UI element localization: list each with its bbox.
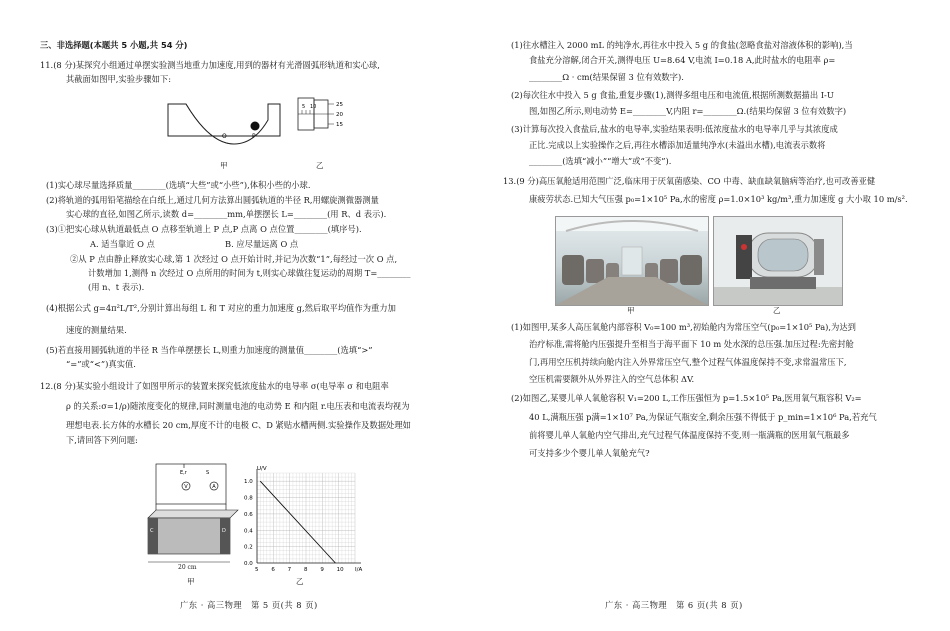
tank-top — [148, 510, 238, 518]
svg-text:20: 20 — [336, 112, 343, 118]
y-axis-label: U/V — [257, 466, 267, 472]
q13-line: (1)如图甲,某多人高压氧舱内部容积 V₀=100 m³,初始舱内为常压空气(p₀=1×10⁵ Pa),为达到 — [511, 322, 856, 332]
x-tick-label: 5 — [255, 567, 259, 573]
fig-label-yi: 乙 — [316, 161, 324, 170]
y-tick-label: 0.4 — [244, 528, 253, 535]
q12-cont-line: (1)往水槽注入 2000 mL 的纯净水,再往水中投入 5 g 的食盐(忽略食盐对溶液体积的影响),当 — [511, 40, 853, 50]
photo-label-yi: 乙 — [773, 306, 781, 315]
x-tick-label: 8 — [304, 567, 308, 573]
svg-text:P: P — [252, 133, 256, 140]
q12-line: 下,请回答下列问题: — [66, 435, 138, 445]
electrode-c — [148, 518, 158, 554]
svg-text:25: 25 — [336, 102, 343, 108]
micrometer-figure — [298, 98, 343, 130]
q11-line: 速度的测量结果. — [66, 325, 127, 335]
q11-line: (3)①把实心球从轨道最低点 O 点移至轨道上 P 点,P 点离 O 点位置________(填序号). — [46, 224, 362, 234]
svg-text:E,r: E,r — [180, 470, 187, 476]
chamber-photo-multi — [555, 216, 709, 306]
x-axis-label: I/A — [355, 567, 363, 573]
q11-line: 实心球的直径,如图乙所示,读数 d=________mm,单摆摆长 L=________(用 R、d 表示). — [66, 209, 387, 219]
fig-label-yi-2: 乙 — [296, 577, 304, 586]
y-tick-label: 0.6 — [244, 511, 253, 518]
q13-line: 40 L,满瓶压强 p满=1×10⁷ Pa,为保证气瓶安全,剩余压强不得低于 p_min=1×10⁶ Pa,若充气 — [529, 412, 877, 422]
q13-line: (2)如图乙,某婴儿单人氧舱容积 V₁=200 L,工作压强恒为 p=1.5×10⁵ Pa,医用氧气瓶容积 V₂= — [511, 393, 862, 403]
q12-line: 理想电表.长方体的水槽长 20 cm,厚度不计的电极 C、D 紧贴水槽两侧.实验操作及数据处理如 — [66, 420, 411, 430]
q11-line: 11.(8 分)某探究小组通过单摆实验测当地重力加速度,用到的器材有光滑圆弧形轨道和实心球, — [40, 60, 380, 70]
svg-text:S: S — [206, 470, 210, 476]
y-tick-label: 0.0 — [244, 561, 253, 567]
q11-line: (5)若直接用圆弧轨道的半径 R 当作单摆摆长 L,则重力加速度的测量值________(选填“>” — [46, 345, 373, 355]
electrode-d — [220, 518, 230, 554]
q12-cont-line: 食盐充分溶解,闭合开关,测得电压 U=8.64 V,电流 I=0.18 A,此时盐水的电阻率 ρ= — [529, 55, 836, 65]
q12-cont-line: (3)计算每次投入食盐后,盐水的电导率,实验结果表明:低浓度盐水的电导率几乎与其浓度成 — [511, 124, 838, 134]
q11-option-a: A. 适当靠近 O 点 — [90, 239, 155, 249]
svg-text:D: D — [222, 528, 226, 534]
section-heading: 三、非选择题(本题共 5 小题,共 54 分) — [40, 40, 188, 50]
q11-line: (2)将轨道的弧用铅笔描绘在白纸上,通过几何方法算出圆弧轨道的半径 R,用螺旋测微器测量 — [46, 195, 379, 205]
q12-cont-line: ________Ω · cm(结果保留 3 位有效数字). — [529, 72, 684, 82]
y-tick-label: 0.2 — [244, 544, 253, 551]
photo-label-jia: 甲 — [627, 306, 635, 315]
q12-cont-line: 图,如图乙所示,则电动势 E=________V,内阻 r=________Ω.(结果均保留 3 位有效数字) — [529, 106, 847, 116]
page-footer: 广东 · 高三物理 第 6 页(共 8 页) — [605, 600, 743, 610]
svg-text:5: 5 — [302, 104, 306, 110]
q12-cont-line: ________(选填“减小”“增大”或“不变”). — [529, 156, 672, 166]
chart-ticks — [244, 469, 361, 573]
q13-line: 前将婴儿单人氧舱内空气排出,充气过程气体温度保持不变,则一瓶满瓶的医用氧气瓶最多 — [529, 430, 850, 440]
q13-line: 空压机需要额外从外界注入的空气总体积 ΔV. — [529, 374, 695, 384]
q11-line: 计数增加 1,测得 n 次经过 O 点所用的时间为 t,则实心球做往复运动的周期 T=________ — [88, 268, 411, 278]
arc-track-figure — [168, 104, 280, 144]
q11-option-b: B. 应尽量远离 O 点 — [225, 239, 299, 249]
ui-chart — [243, 463, 368, 578]
q11-line: (1)实心球尽量选择质量________(选填“大些”或“小些”),体积小些的小球. — [46, 180, 311, 190]
q13-line: 门,再用空压机持续向舱内注入外界常压空气,整个过程气体温度保持不变,求常温常压下, — [529, 357, 847, 367]
q11-line: ②从 P 点由静止释放实心球,第 1 次经过 O 点开始计时,并记为次数“1”,每经过一次 O 点, — [70, 254, 398, 264]
fig-label-jia: 甲 — [220, 161, 228, 170]
chamber-photo-infant — [713, 216, 843, 306]
x-tick-label: 6 — [271, 567, 275, 573]
q11-line: 其截面如图甲,实验步骤如下: — [66, 74, 171, 84]
fig-label-jia-2: 甲 — [187, 577, 195, 586]
svg-text:A: A — [212, 484, 216, 490]
q12-line: 12.(8 分)某实验小组设计了如图甲所示的装置来探究低浓度盐水的电导率 σ(电导率 σ 和电阻率 — [40, 381, 389, 391]
x-tick-label: 7 — [287, 567, 292, 573]
svg-text:V: V — [184, 484, 188, 490]
q12-line: ρ 的关系:σ=1/ρ)随浓度变化的规律,同时测量电池的电动势 E 和内阻 r.电压表和电流表均视为 — [66, 401, 410, 411]
x-tick-label: 10 — [336, 567, 344, 573]
q13-line: 13.(9 分)高压氧舱适用范围广泛,临床用于厌氧菌感染、CO 中毒、缺血缺氧脑病等治疗,也可改善亚健 — [503, 176, 876, 186]
svg-text:C: C — [150, 528, 154, 534]
q11-line: (用 n、t 表示). — [88, 282, 145, 292]
svg-text:O: O — [222, 133, 227, 140]
svg-text:15: 15 — [336, 122, 343, 128]
y-tick-label: 1.0 — [244, 479, 253, 486]
q12-cont-line: (2)每次往水中投入 5 g 食盐,重复步骤(1),测得多组电压和电流值,根据所测数据描出 I-U — [511, 90, 834, 100]
q13-line: 康疲劳状态.已知大气压强 p₀=1×10⁵ Pa,水的密度 ρ=1.0×10³ kg/m³,重力加速度 g 大小取 10 m/s². — [529, 194, 908, 204]
y-tick-label: 0.8 — [244, 495, 253, 502]
chart-grid — [257, 473, 355, 563]
q11-figures — [150, 86, 360, 166]
page-footer: 广东 · 高三物理 第 5 页(共 8 页) — [180, 600, 318, 610]
tank-width-label: 20 cm — [178, 564, 197, 571]
right-page — [475, 0, 950, 631]
solid-ball — [251, 122, 260, 131]
q13-line: 治疗标准,需将舱内压强提升至相当于海平面下 10 m 处水深的总压强.加压过程:先密封舱 — [529, 339, 854, 349]
svg-text:10: 10 — [310, 104, 317, 110]
water-tank — [148, 518, 230, 554]
circuit-tank-figure — [140, 462, 250, 577]
q13-line: 可支持多少个婴儿单人氧舱充气? — [529, 448, 650, 458]
q11-line: (4)根据公式 g=4π²L/T²,分别计算出每组 L 和 T 对应的重力加速度 g,然后取平均值作为重力加 — [46, 303, 396, 313]
q12-cont-line: 正比.完成以上实验操作之后,再往水槽添加适量纯净水(未溢出水槽),电流表示数将 — [529, 140, 826, 150]
x-tick-label: 9 — [320, 567, 324, 573]
q11-line: “=”或“<”)真实值. — [66, 359, 136, 369]
